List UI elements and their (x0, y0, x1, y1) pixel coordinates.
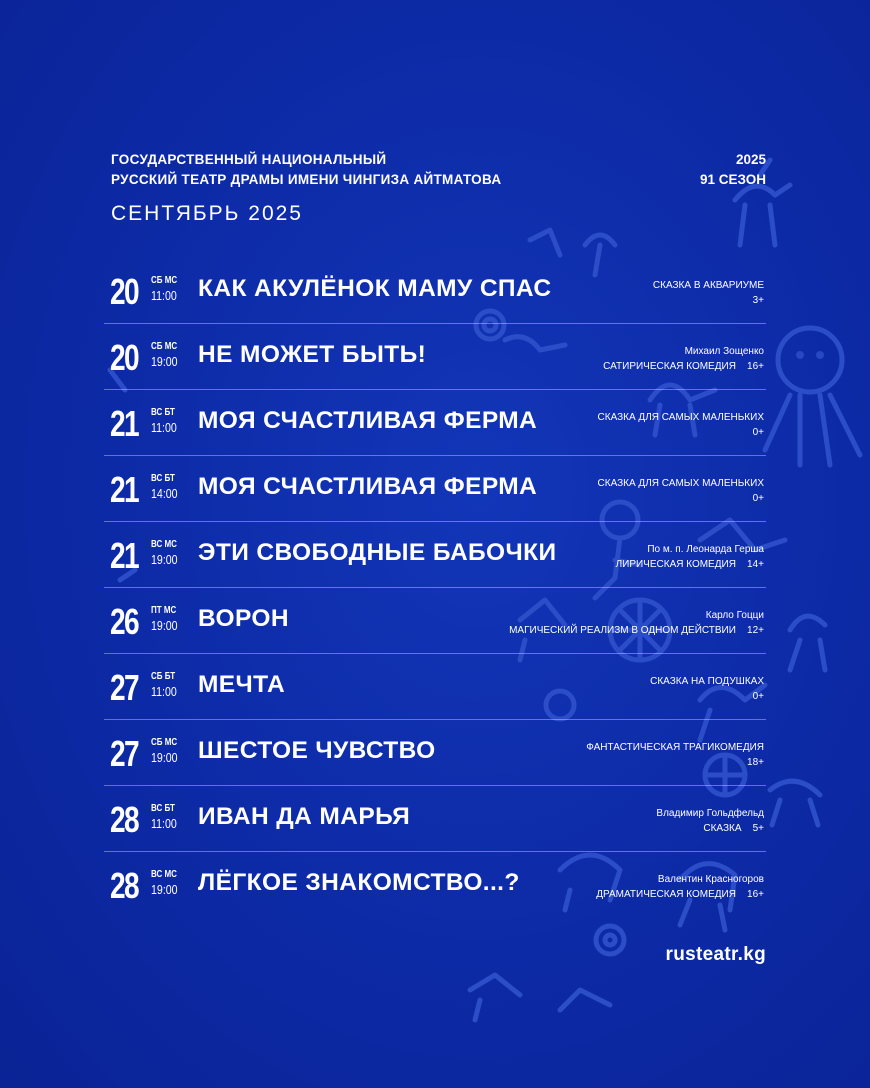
event-meta (151, 275, 184, 302)
event-info-line2: 3+ (752, 295, 764, 306)
event-weekday-stage: ПТ МС (151, 605, 177, 616)
header (111, 150, 766, 225)
event-weekday-stage: ВС БТ (151, 407, 175, 418)
event-weekday-stage: СБ МС (151, 737, 178, 748)
event-time: 19:00 (151, 883, 178, 897)
event-title: КАК АКУЛЁНОК МАМУ СПАС (198, 275, 552, 302)
event-meta (151, 407, 181, 434)
theatre-name-line2: РУССКИЙ ТЕАТР ДРАМЫ ИМЕНИ ЧИНГИЗА АЙТМАТОВА (111, 172, 502, 187)
event-meta (151, 341, 184, 368)
event-info (653, 278, 764, 308)
event-weekday-stage: ВС БТ (151, 473, 175, 484)
event-weekday-stage: СБ МС (151, 275, 178, 286)
event-meta (151, 473, 182, 500)
event-meta (151, 539, 183, 566)
event-info-line1: СКАЗКА ДЛЯ САМЫХ МАЛЕНЬКИХ (597, 412, 764, 423)
event-title: ЭТИ СВОБОДНЫЕ БАБОЧКИ (198, 539, 557, 566)
event-day: 21 (110, 469, 139, 510)
event-info-line2: 0+ (752, 427, 764, 438)
event-day: 21 (110, 535, 139, 576)
event-title: ВОРОН (198, 605, 289, 632)
event-info-line1: По м. п. Леонарда Герша (647, 544, 764, 555)
event-info (598, 476, 764, 506)
event-day: 27 (110, 667, 139, 708)
theatre-name-line1: ГОСУДАРСТВЕННЫЙ НАЦИОНАЛЬНЫЙ (111, 152, 387, 167)
event-info-line2: 0+ (752, 493, 764, 504)
event-info-line2: 18+ (747, 757, 764, 768)
schedule-list (104, 258, 766, 917)
event-meta (151, 737, 184, 764)
schedule-row (104, 588, 766, 654)
event-info (616, 542, 764, 572)
event-info (656, 806, 764, 836)
event-title: ШЕСТОЕ ЧУВСТВО (198, 737, 436, 764)
event-title: НЕ МОЖЕТ БЫТЬ! (198, 341, 427, 368)
event-info-line1: Карло Гоцци (705, 610, 764, 621)
season-year: 2025 (735, 152, 766, 167)
event-info (598, 410, 764, 440)
event-weekday-stage: ВС МС (151, 539, 177, 550)
event-title: ИВАН ДА МАРЬЯ (198, 803, 411, 830)
schedule-row (104, 324, 766, 390)
event-title: ЛЁГКОЕ ЗНАКОМСТВО...? (198, 869, 520, 896)
event-info (596, 872, 764, 902)
event-time: 11:00 (151, 685, 177, 699)
event-weekday-stage: ВС БТ (151, 803, 175, 814)
event-day: 26 (110, 601, 139, 642)
event-time: 14:00 (151, 487, 178, 501)
event-time: 11:00 (151, 289, 177, 303)
schedule-row (104, 258, 766, 324)
event-time: 19:00 (151, 553, 178, 567)
schedule-row (104, 390, 766, 456)
event-info (509, 608, 764, 638)
event-info-line2: МАГИЧЕСКИЙ РЕАЛИЗМ В ОДНОМ ДЕЙСТВИИ 12+ (509, 625, 764, 636)
schedule-row (104, 522, 766, 588)
event-info-line2: ДРАМАТИЧЕСКАЯ КОМЕДИЯ 16+ (596, 889, 764, 900)
season-number: 91 СЕЗОН (699, 172, 766, 187)
schedule-row (104, 852, 766, 917)
event-info-line1: Михаил Зощенко (684, 346, 764, 357)
event-weekday-stage: СБ БТ (151, 671, 176, 682)
event-time: 19:00 (151, 751, 178, 765)
schedule-row (104, 654, 766, 720)
event-info-line2: САТИРИЧЕСКАЯ КОМЕДИЯ 16+ (603, 361, 764, 372)
schedule-row (104, 720, 766, 786)
event-time: 11:00 (151, 421, 177, 435)
event-time: 11:00 (151, 817, 177, 831)
event-weekday-stage: СБ МС (151, 341, 178, 352)
event-day: 20 (110, 271, 139, 312)
event-info-line2: ЛИРИЧЕСКАЯ КОМЕДИЯ 14+ (615, 559, 764, 570)
event-info (603, 344, 764, 374)
event-meta (151, 869, 183, 896)
event-day: 21 (110, 403, 139, 444)
website-link[interactable]: rusteatr.kg (665, 944, 766, 965)
theatre-name (111, 150, 766, 190)
event-title: МОЯ СЧАСТЛИВАЯ ФЕРМА (198, 407, 538, 434)
event-meta (151, 671, 181, 698)
event-info-line1: ФАНТАСТИЧЕСКАЯ ТРАГИКОМЕДИЯ (586, 742, 764, 753)
event-day: 20 (110, 337, 139, 378)
event-title: МЕЧТА (198, 671, 286, 698)
event-weekday-stage: ВС МС (151, 869, 177, 880)
event-info-line1: СКАЗКА В АКВАРИУМЕ (652, 280, 764, 291)
schedule-row (104, 786, 766, 852)
event-info-line2: СКАЗКА 5+ (703, 823, 764, 834)
event-meta (151, 605, 183, 632)
event-info-line1: Владимир Гольдфельд (656, 808, 764, 819)
event-info-line1: СКАЗКА ДЛЯ САМЫХ МАЛЕНЬКИХ (597, 478, 764, 489)
schedule-row (104, 456, 766, 522)
event-info-line2: 0+ (752, 691, 764, 702)
event-day: 27 (110, 733, 139, 774)
event-info-line1: СКАЗКА НА ПОДУШКАХ (650, 676, 764, 687)
event-meta (151, 803, 181, 830)
event-time: 19:00 (151, 355, 178, 369)
event-day: 28 (110, 865, 139, 906)
month-title: СЕНТЯБРЬ 2025 (111, 202, 303, 225)
event-day: 28 (110, 799, 139, 840)
event-info (586, 740, 764, 770)
event-info-line1: Валентин Красногоров (657, 874, 764, 885)
event-title: МОЯ СЧАСТЛИВАЯ ФЕРМА (198, 473, 538, 500)
event-info (650, 674, 764, 704)
season-info (700, 150, 766, 190)
event-time: 19:00 (151, 619, 178, 633)
